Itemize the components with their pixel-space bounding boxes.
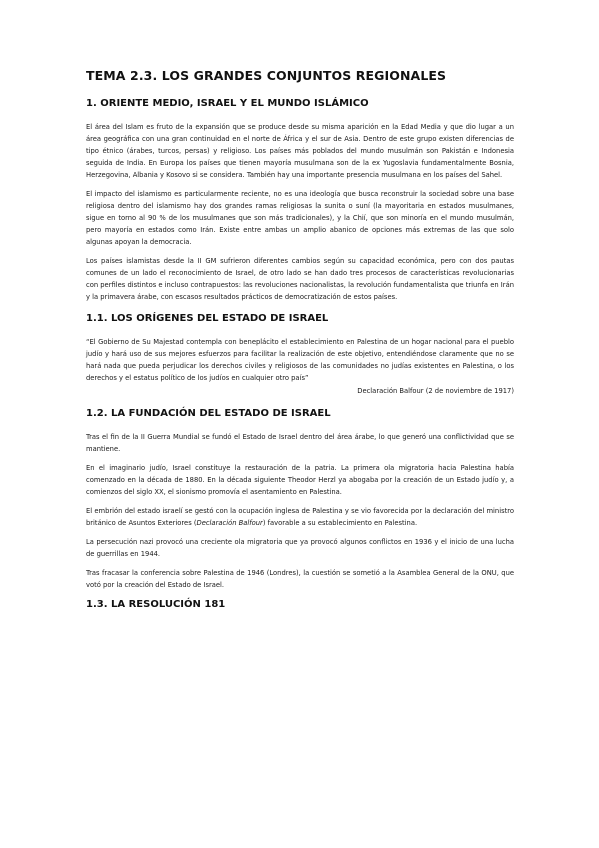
document-title: TEMA 2.3. LOS GRANDES CONJUNTOS REGIONALES <box>86 68 447 83</box>
paragraph-embrion-text-end: ) favorable a su establecimiento en Palestina. <box>262 519 418 527</box>
paragraph-impacto-islamismo: El impacto del islamismo es particularmente reciente, no es una ideología que busca reconstruir la sociedad sobre una base religiosa dentro del islamismo hay dos grandes ramas religiosas la sunita o suní (la mayoritaria en estados musulmanes, sigue en torno al 90 % de los musulmanes que son más tradicionales), y la Chií, que son minoría en el mundo musulmán, pero mayoría en estados como Irán. Existe entre ambas un amplio abanico de opciones más extremas de las que solo algunas apoyan la democracia. <box>86 190 514 246</box>
paragraph-imaginario-judio: En el imaginario judío, Israel constituye la restauración de la patria. La primera ola migratoria hacia Palestina había comenzado en la década de 1880. En la década siguiente Theodor Herzl ya abogaba por la creación de un Estado judío y, a comienzos del siglo XX, el sionismo promovía el asentamiento en Palestina. <box>86 464 514 496</box>
section-heading-origenes-israel: 1.1. LOS ORÍGENES DEL ESTADO DE ISRAEL <box>86 313 329 324</box>
section-heading-fundacion-israel: 1.2. LA FUNDACIÓN DEL ESTADO DE ISRAEL <box>86 408 331 419</box>
paragraph-fin-guerra: Tras el fin de la II Guerra Mundial se fundó el Estado de Israel dentro del área árabe, lo que generó una conflictividad que se mantiene. <box>86 433 514 453</box>
document-body <box>86 68 514 622</box>
paragraph-area-islam: El área del Islam es fruto de la expansión que se produce desde su misma aparición en la Edad Media y que dio lugar a un área geográfica con una gran continuidad en el norte de África y el sur de Asia. Dentro de este grupo existen diferencias de tipo étnico (árabes, turcos, persas) y religioso. Los países más poblados del mundo musulmán son Pakistán e Indonesia seguida de India. En Europa los países que tienen mayoría musulmana son de la ex Yugoslavia fundamentalmente Bosnia, Herzegovina, Albania y Kosovo si se considera. También hay una importante presencia musulmana en los países del Sahel. <box>86 123 514 179</box>
paragraph-conferencia-palestina: Tras fracasar la conferencia sobre Palestina de 1946 (Londres), la cuestión se sometió a la Asamblea General de la ONU, que votó por la creación del Estado de Israel. <box>86 569 514 589</box>
section-heading-resolucion-181: 1.3. LA RESOLUCIÓN 181 <box>86 599 226 610</box>
paragraph-embrion-text-start: El embrión del estado israelí se gestó con la ocupación inglesa de Palestina y se vio favorecida por la declaración del ministro británico de Asuntos Exteriores ( <box>86 507 514 527</box>
balfour-declaration-italic: Declaración Balfour <box>196 519 263 527</box>
paragraph-paises-islamistas: Los países islamistas desde la II GM sufrieron diferentes cambios según su capacidad económica, pero con dos pautas comunes de un lado el reconocimiento de Israel, de otro lado se han dado tres procesos de características revolucionarias con perfiles distintos e incluso contrapuestos: las revoluciones nacionalistas, la revolución fundamentalista que triunfa en Irán y la primavera árabe, con escasos resultados prácticos de democratización de estos países. <box>86 257 514 301</box>
balfour-quote: “El Gobierno de Su Majestad contempla con beneplácito el establecimiento en Palestina de un hogar nacional para el pueblo judío y hará uso de sus mejores esfuerzos para facilitar la realización de este objetivo, entendiéndose claramente que no se hará nada que pueda perjudicar los derechos civiles y religiosos de las comunidades no judías existentes en Palestina, o los derechos y el estatus político de los judíos en cualquier otro país” <box>86 338 514 382</box>
paragraph-persecucion-nazi: La persecución nazi provocó una creciente ola migratoria que ya provocó algunos conflictos en 1936 y el inicio de una lucha de guerrillas en 1944. <box>86 538 514 558</box>
section-heading-oriente-medio: 1. ORIENTE MEDIO, ISRAEL Y EL MUNDO ISLÁMICO <box>86 98 369 109</box>
balfour-citation: Declaración Balfour (2 de noviembre de 1917) <box>357 387 514 395</box>
paragraph-embrion-estado <box>86 505 514 529</box>
